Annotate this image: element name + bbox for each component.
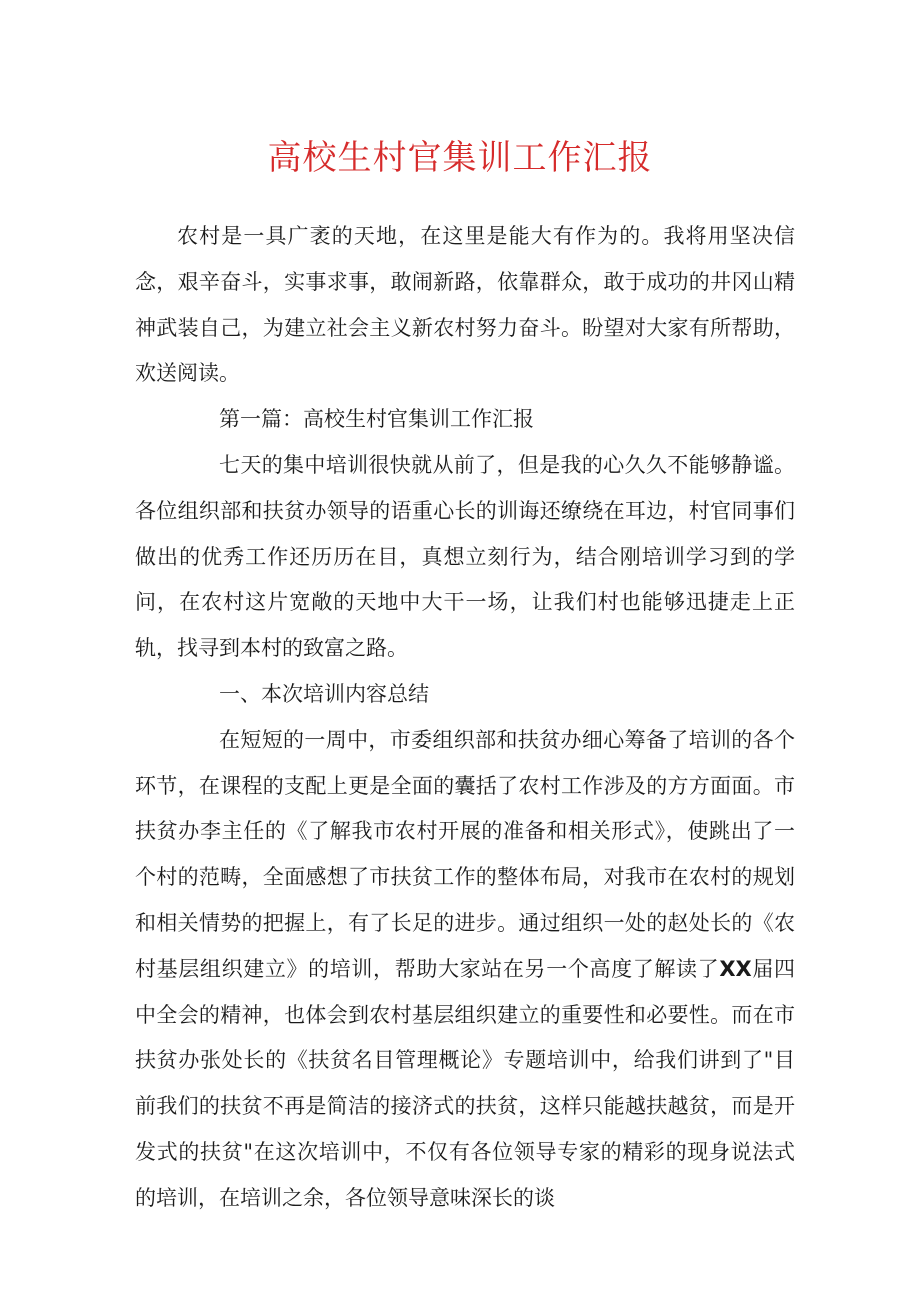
paragraph-2 (135, 718, 795, 1222)
document-body (135, 214, 795, 1222)
subheading-1: 一、本次培训内容总结 (219, 681, 429, 706)
section-heading: 第一篇：高校生村官集训工作汇报 (219, 407, 534, 432)
intro-paragraph: 农村是一具广袤的天地，在这里是能大有作为的。我将用坚决信念，艰辛奋斗，实事求事，敢闹新路，依靠群众，敢于成功的井冈山精神武装自己，为建立社会主义新农村努力奋斗。盼望对大家有所帮助，欢送阅读。 (135, 224, 795, 386)
paragraph-2-part-b: 届四中全会的精神，也体会到农村基层组织建立的重要性和必要性。而在市扶贫办张处长的《扶贫名目管理概论》专题培训中，给我们讲到了"目前我们的扶贫不再是简洁的接济式的扶贫，这样只能越扶越贫，而是开发式的扶贫"在这次培训中，不仅有各位领导专家的精彩的现身说法式的培训，在培训之余，各位领导意味深长的谈 (135, 956, 796, 1210)
paragraph-2-emphasis: XX (719, 956, 752, 981)
paragraph-2-part-a: 在短短的一周中，市委组织部和扶贫办细心筹备了培训的各个环节，在课程的支配上更是全面的囊括了农村工作涉及的方方面面。市扶贫办李主任的《了解我市农村开展的准备和相关形式》，使跳出了一个村的范畴，全面感想了市扶贫工作的整体布局，对我市在农村的规划和相关情势的把握上，有了长足的进步。通过组织一处的赵处长的《农村基层组织建立》的培训，帮助大家站在另一个高度了解读了 (135, 727, 795, 981)
paragraph-1: 七天的集中培训很快就从前了，但是我的心久久不能够静谧。各位组织部和扶贫办领导的语重心长的训诲还缭绕在耳边，村官同事们做出的优秀工作还历历在目，真想立刻行为，结合刚培训学习到的学问，在农村这片宽敞的天地中大干一场，让我们村也能够迅捷走上正轨，找寻到本村的致富之路。 (135, 452, 795, 661)
document-title: 高校生村官集训工作汇报 (267, 138, 653, 178)
